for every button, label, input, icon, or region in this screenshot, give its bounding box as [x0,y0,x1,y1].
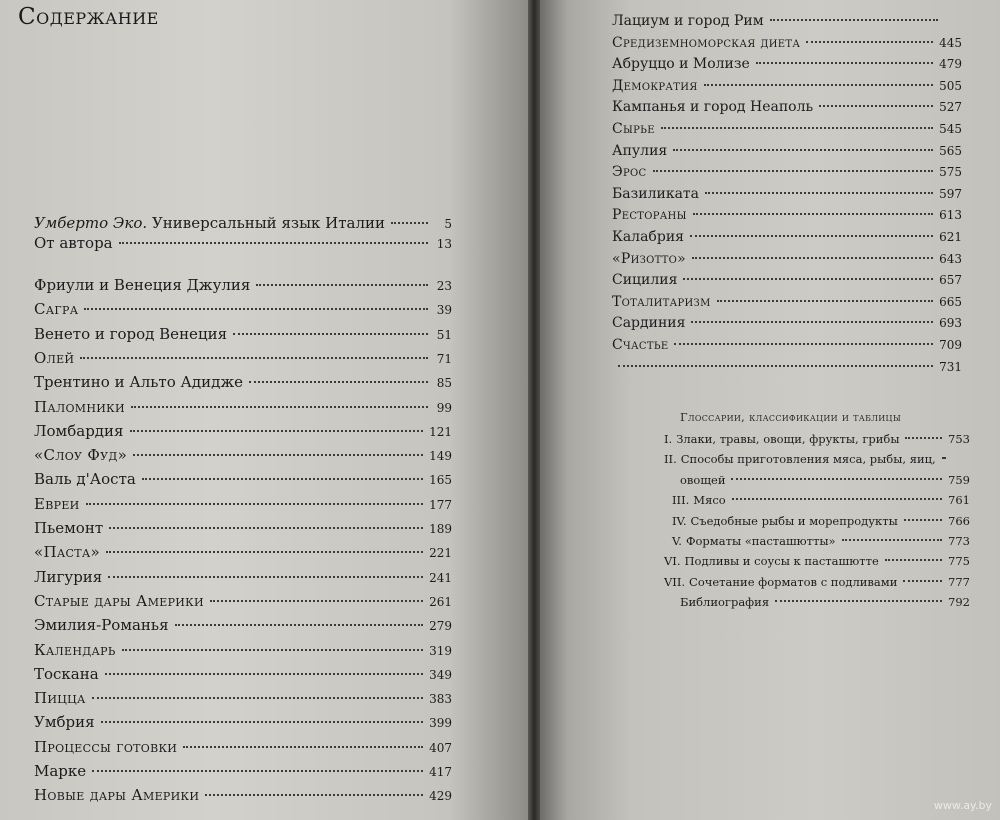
toc-entry [612,312,962,334]
toc-entry-title: Сырье [612,121,655,137]
toc-entry [672,491,970,509]
toc-entry-title: Тоскана [34,664,99,683]
leader-dots [233,333,428,335]
leader-dots [183,746,423,748]
toc-entry [34,590,452,612]
leader-dots [205,794,423,796]
toc-entry-title: Валь д'Аоста [34,470,136,489]
toc-entry [34,274,452,296]
leader-dots [86,503,424,505]
toc-entry-title: Паломники [34,397,125,416]
toc-entry-title: Процессы готовки [34,737,178,756]
toc-entry [34,371,452,393]
toc-entry [672,512,970,530]
toc-entry [34,784,452,806]
toc-entry-title: Счастье [612,337,669,353]
leader-dots [175,624,424,626]
leader-dots [903,580,942,582]
toc-entry-title: «Паста» [34,543,100,562]
toc-entry-page: 407 [429,740,452,755]
leader-dots [142,478,423,480]
toc-entry [34,396,452,418]
toc-entry-title: Евреи [34,494,80,513]
leader-dots [108,576,423,578]
leader-dots [653,170,934,172]
toc-entry-title: Калабрия [612,229,684,245]
toc-entry [664,552,970,570]
toc-entry-title: Подливы и соусы к пасташютте [684,554,879,569]
leader-dots [84,308,428,310]
toc-entry-page: 99 [436,400,452,415]
toc-entry [612,53,962,75]
toc-entry-title: Демократия [612,77,698,94]
toc-entry [612,356,962,378]
leader-dots [101,721,423,723]
toc-entry-page: 429 [429,789,452,804]
toc-entry [612,183,962,205]
toc-entry [34,566,452,588]
toc-entry-page: 759 [948,472,970,487]
toc-entry-page: 121 [429,424,452,439]
toc-entry-number: V. [672,534,682,548]
toc-entry-title: Лигурия [34,567,103,586]
toc-entry-page: 792 [948,595,970,610]
toc-entry-title: Библиография [680,595,770,610]
toc-entry-title: Базиликата [612,185,700,202]
toc-entry [34,663,452,685]
toc-entry-title: Пьемонт [34,519,104,537]
toc-entry-title: Календарь [34,640,116,659]
toc-entry [34,639,452,661]
toc-entry-page: 39 [436,303,452,318]
toc-entry-page: 261 [429,594,452,609]
toc-entry [612,96,962,118]
toc-entry-title: Ломбардия [34,421,124,440]
toc-entry-title: Абруццо и Молизе [612,56,750,73]
toc-entry [34,541,452,563]
toc-entry-page: 319 [429,643,452,658]
toc-entry-title: Эмилия-Романья [34,616,169,635]
leader-dots [683,278,933,280]
toc-entry-title: Сочетание форматов с подливами [689,574,898,589]
toc-entry-page: 5 [444,217,452,231]
leader-dots [705,192,933,194]
toc-entry-page: 71 [436,351,452,366]
toc-entry-page: 527 [939,100,962,115]
leader-dots [819,105,933,107]
toc-entry [612,248,962,270]
toc-entry-page: 761 [948,493,970,508]
toc-entry-page: 657 [939,273,962,288]
toc-entry-page: 23 [436,279,452,293]
toc-entry-page: 85 [436,376,452,391]
toc-entry [34,444,452,466]
toc-entry-title: Умбрия [34,713,95,732]
toc-entry [680,471,970,489]
toc-entry [664,573,970,591]
toc-entry [672,532,970,550]
leader-dots [106,551,423,553]
toc-entry-number: I. [664,432,673,446]
toc-entry-title: Средиземноморская диета [612,34,801,51]
leader-dots [775,600,942,602]
toc-entry-number: IV. [672,513,687,528]
toc-entry-title: Апулия [612,142,668,159]
toc-entry-page: 445 [939,35,962,50]
toc-entry-page: 383 [429,692,452,707]
leader-dots [756,62,933,64]
toc-entry-title: Олей [34,348,75,367]
toc-entry [34,420,452,442]
leader-dots [692,257,933,259]
toc-entry-title: Тоталитаризм [612,293,711,310]
toc-entry-page: 777 [948,574,970,589]
toc-entry-page: 149 [429,449,452,464]
leader-dots [704,84,933,86]
toc-entry-page: 505 [939,78,962,93]
toc-entry-title: Сардиния [612,315,686,332]
toc-entry [34,736,452,758]
book-gutter [528,0,540,820]
toc-entry-number: VII. [664,574,686,589]
toc-entry-title: Фриули и Венеция Джулия [34,276,251,294]
leader-dots [674,343,933,345]
toc-entry-title: Сицилия [612,272,678,289]
toc-entry-page: 773 [948,534,970,548]
toc-entry [664,450,970,468]
toc-entry-page: 597 [939,186,962,201]
toc-entry-title: Сагра [34,300,79,319]
leader-dots [80,357,428,359]
leader-dots [131,406,428,408]
toc-entry-title: Форматы «пасташютты» [685,534,836,548]
toc-entry-page: 565 [939,143,962,158]
toc-entry [34,517,452,539]
leader-dots [210,600,423,602]
toc-entry [680,593,970,611]
toc-entry-page: 399 [429,716,452,731]
toc-entry-title: От автора [34,234,113,252]
leader-dots [885,559,942,561]
leader-dots [731,478,942,480]
toc-entry [34,760,452,782]
toc-entry-title: Эрос [612,164,647,181]
toc-entry [34,614,452,636]
toc-entry-title: Старые дары Америки [34,591,204,610]
toc-entry-page: 613 [939,208,962,223]
toc-entry-foreword [34,212,452,234]
toc-entry [612,75,962,97]
toc-entry [612,204,962,226]
toc-entry-page: 177 [429,497,452,512]
toc-entry-title: Съедобные рыбы и морепродукты [690,513,898,528]
leader-dots [391,222,428,224]
leader-dots [92,697,423,699]
toc-entry [612,118,962,140]
leader-dots [661,127,933,129]
leader-dots [717,300,933,302]
toc-entry-page: 621 [939,230,962,244]
toc-entry-page: 753 [948,432,970,446]
toc-entry-page: 731 [939,359,962,374]
toc-entry-title: «Ризотто» [612,250,686,267]
toc-entry-page: 189 [429,522,452,536]
leader-dots [904,519,942,521]
toc-entry-page: 241 [429,570,452,585]
toc-entry-number: III. [672,493,690,508]
leader-dots [92,770,423,772]
toc-entry-page: 766 [948,513,970,528]
leader-dots [105,673,423,675]
toc-entry [34,711,452,733]
leader-dots [119,242,428,244]
toc-entry [664,430,970,448]
toc-entry-number: II. [664,452,677,467]
leader-dots [256,284,428,286]
toc-entry [612,334,962,356]
toc-entry-title: «Слоу Фуд» [34,446,128,465]
toc-entry [34,468,452,490]
toc-entry-title: Универсальный язык Италии [151,214,386,232]
toc-entry-page: 221 [429,546,452,561]
toc-entry-title: Кампанья и город Неаполь [612,99,814,116]
leader-dots [691,321,933,323]
toc-entry-title: Злаки, травы, овощи, фрукты, грибы [676,432,900,446]
toc-entry-page: 665 [939,294,962,309]
leader-dots [690,235,933,237]
toc-entry-number: VI. [664,554,681,569]
toc-entry [612,10,962,32]
leader-dots [618,365,933,367]
leader-dots [249,381,428,383]
toc-entry [612,269,962,291]
toc-entry-title: овощей [680,472,726,487]
toc-entry-page: 279 [429,619,452,634]
leader-dots [122,649,424,651]
leader-dots [109,527,423,529]
toc-entry [34,298,452,320]
toc-entry-title: Новые дары Америки [34,786,200,805]
leader-dots [942,457,946,459]
toc-entry-title: Лациум и город Рим [612,13,764,29]
toc-entry-page: 545 [939,122,962,136]
toc-entry [612,32,962,54]
toc-entry-title: Способы приготовления мяса, рыбы, яиц, [680,452,936,467]
toc-entry [34,323,452,345]
toc-entry-title: Трентино и Альто Адидже [34,373,243,392]
toc-entry-page: 417 [429,765,452,779]
leader-dots [673,149,933,151]
toc-entry-title: Пицца [34,689,86,708]
leader-dots [732,498,942,500]
watermark: www.ay.by [933,799,992,812]
toc-entry-page: 709 [939,338,962,352]
toc-entry-title: Мясо [693,493,726,508]
toc-entry [34,493,452,515]
toc-entry-page: 575 [939,165,962,180]
toc-entry-title: Марке [34,762,87,780]
leader-dots [770,19,938,21]
leader-dots [806,41,933,43]
toc-entry [612,140,962,162]
toc-entry [612,161,962,183]
toc-entry [34,347,452,369]
toc-entry-author: Умберто Эко. [34,214,148,232]
toc-entry-page: 349 [429,667,452,682]
toc-entry [612,291,962,313]
toc-entry-title: Рестораны [612,207,687,224]
toc-entry-page: 165 [429,473,452,488]
leader-dots [905,437,942,439]
toc-entry-title: Венето и город Венеция [34,324,228,343]
toc-entry [612,226,962,248]
toc-entry-page: 51 [436,327,452,342]
leader-dots [130,430,424,432]
toc-entry-page: 775 [948,554,970,569]
toc-entry-page: 693 [939,316,962,331]
toc-entry-page: 13 [436,237,452,251]
toc-entry-from-author [34,232,452,254]
leader-dots [133,454,423,456]
glossary-heading: Глоссарии, классификации и таблицы [680,410,901,424]
leader-dots [693,213,933,215]
contents-heading: Содержание [18,4,159,30]
toc-entry-page: 479 [939,57,962,72]
toc-entry [34,687,452,709]
toc-entry-page: 643 [939,251,962,266]
leader-dots [842,539,942,541]
